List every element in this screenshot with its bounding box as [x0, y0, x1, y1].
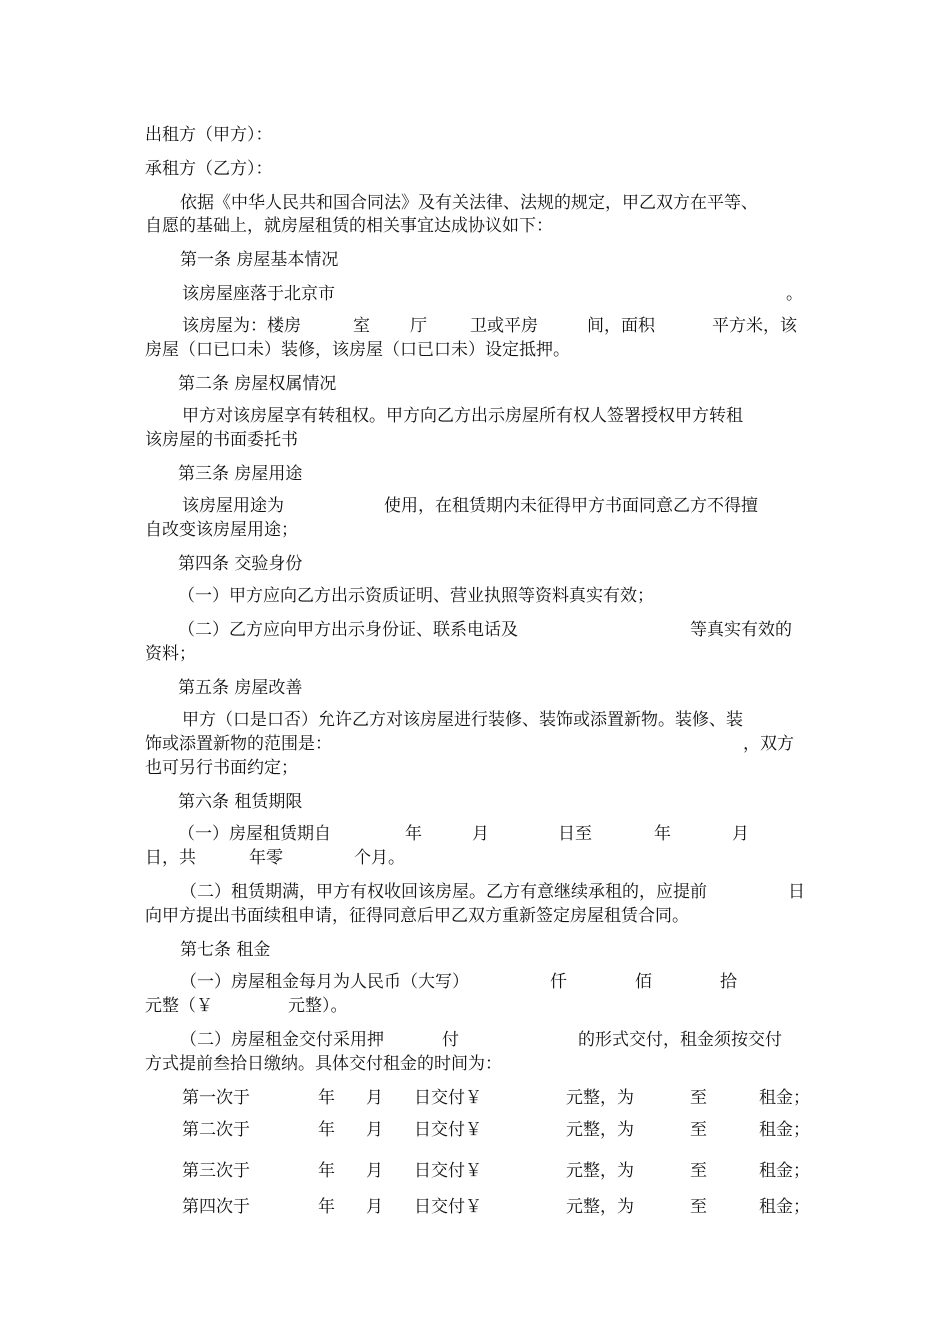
end-year-label: 年: [654, 824, 671, 844]
payment-day-label: 日交付￥: [414, 1088, 482, 1108]
payment-rent-label: 租金；: [759, 1088, 810, 1108]
house-status-line: [145, 339, 570, 361]
preamble-text-2: 自愿的基础上，就房屋租赁的相关事宜达成协议如下：: [145, 216, 553, 236]
lessor-label: 出租方（甲方）：: [145, 125, 273, 145]
payment-schedule-intro: [145, 1053, 502, 1075]
article-4-item-2-tail: 等真实有效的: [690, 620, 792, 640]
address-end-mark: 。: [786, 284, 803, 304]
payment-month-label: 月: [366, 1161, 383, 1181]
duration-years-label: 年零: [249, 848, 283, 868]
lessee-line: [145, 158, 273, 180]
article-5-text-2: 饰或添置新物的范围是：: [145, 734, 332, 754]
bath-label: 卫或平房: [470, 316, 538, 336]
article-5-text-3: 也可另行书面约定；: [145, 758, 298, 778]
article-6-title: 第六条 租赁期限: [178, 792, 303, 812]
article-3-line-2: [145, 519, 298, 541]
article-3-heading: [178, 463, 302, 485]
rent-amount-label: （一）房屋租金每月为人民币（大写）: [180, 972, 469, 992]
preamble-text-1: 依据《中华人民共和国合同法》及有关法律、法规的规定，甲乙双方在平等、: [180, 193, 758, 213]
article-3-text-2: 自改变该房屋用途；: [145, 520, 298, 540]
article-7-heading: [180, 939, 270, 961]
lease-term-label: （一）房屋租赁期自: [178, 824, 331, 844]
usage-label: 该房屋用途为: [182, 496, 284, 516]
payment-ordinal: 第二次于: [182, 1120, 250, 1140]
start-month-label: 月: [472, 824, 489, 844]
payment-to-label: 至: [690, 1088, 707, 1108]
thousands-label: 仟: [550, 972, 567, 992]
payment-rent-label: 租金；: [759, 1161, 810, 1181]
lessor-line: [145, 124, 273, 146]
article-5-line-3: [145, 757, 298, 779]
article-3-title: 第三条 房屋用途: [178, 464, 303, 484]
article-6-heading: [178, 791, 302, 813]
preamble-line-2: [145, 215, 553, 237]
start-day-label: 日至: [558, 824, 592, 844]
usage-text: 使用，在租赁期内未征得甲方书面同意乙方不得擅: [384, 496, 758, 516]
payment-ordinal: 第四次于: [182, 1197, 250, 1217]
article-5-title: 第五条 房屋改善: [178, 678, 303, 698]
payment-month-label: 月: [366, 1088, 383, 1108]
payment-day-label: 日交付￥: [414, 1197, 482, 1217]
article-4-item-2-text: （二）乙方应向甲方出示身份证、联系电话及: [178, 620, 518, 640]
article-4-item-1: [178, 585, 654, 607]
area-unit-label: 平方米，该: [712, 316, 797, 336]
end-day-label: 日，共: [145, 848, 196, 868]
article-5-heading: [178, 677, 302, 699]
rent-figure-tail: 元整）。: [288, 996, 348, 1016]
payment-day-label: 日交付￥: [414, 1161, 482, 1181]
tens-label: 拾: [720, 972, 737, 992]
renewal-text-1: （二）租赁期满，甲方有权收回该房屋。乙方有意继续承租的，应提前: [180, 882, 707, 902]
payment-year-label: 年: [318, 1088, 335, 1108]
renewal-text-2: 向甲方提出书面续租申请，征得同意后甲乙双方重新签定房屋租赁合同。: [145, 906, 689, 926]
payment-yuan-label: 元整，为: [566, 1088, 634, 1108]
payment-to-label: 至: [690, 1120, 707, 1140]
article-2-line-1: [182, 405, 743, 427]
article-4-text-3: 资料；: [145, 644, 196, 664]
article-7-title: 第七条 租金: [180, 940, 271, 960]
hundreds-label: 佰: [635, 972, 652, 992]
article-4-item-1-text: （一）甲方应向乙方出示资质证明、营业执照等资料真实有效；: [178, 586, 654, 606]
article-2-text-2: 该房屋的书面委托书: [145, 430, 298, 450]
payment-yuan-label: 元整，为: [566, 1161, 634, 1181]
payment-year-label: 年: [318, 1197, 335, 1217]
payment-yuan-label: 元整，为: [566, 1120, 634, 1140]
payment-schedule-text: 方式提前叁拾日缴纳。具体交付租金的时间为：: [145, 1054, 502, 1074]
area-label: 间，面积: [587, 316, 655, 336]
preamble-line-1: [180, 192, 758, 214]
payment-month-label: 月: [366, 1120, 383, 1140]
article-4-title: 第四条 交验身份: [178, 554, 303, 574]
payment-month-label: 月: [366, 1197, 383, 1217]
article-4-heading: [178, 553, 302, 575]
start-year-label: 年: [405, 824, 422, 844]
renewal-days-label: 日: [788, 882, 805, 902]
payment-rent-label: 租金；: [759, 1120, 810, 1140]
payment-year-label: 年: [318, 1161, 335, 1181]
payment-to-label: 至: [690, 1197, 707, 1217]
payment-yuan-label: 元整，为: [566, 1197, 634, 1217]
payment-year-label: 年: [318, 1120, 335, 1140]
hall-label: 厅: [410, 316, 427, 336]
payment-rent-label: 租金；: [759, 1197, 810, 1217]
article-4-line-3: [145, 643, 196, 665]
article-1-title: 第一条 房屋基本情况: [180, 250, 339, 270]
room-label: 室: [353, 316, 370, 336]
payment-day-label: 日交付￥: [414, 1120, 482, 1140]
article-2-heading: [178, 373, 336, 395]
article-5-line-1: [182, 709, 743, 731]
article-5-text-1: 甲方（口是口否）允许乙方对该房屋进行装修、装饰或添置新物。装修、装: [182, 710, 743, 730]
payment-ordinal: 第三次于: [182, 1161, 250, 1181]
address-label: 该房屋座落于北京市: [182, 284, 335, 304]
payment-to-label: 至: [690, 1161, 707, 1181]
house-type-label: 该房屋为：楼房: [182, 316, 301, 336]
article-2-title: 第二条 房屋权属情况: [178, 374, 337, 394]
duration-months-label: 个月。: [354, 848, 405, 868]
renewal-line-2: [145, 905, 689, 927]
end-month-label: 月: [732, 824, 749, 844]
house-status-text: 房屋（口已口未）装修，该房屋（口已口未）设定抵押。: [145, 340, 570, 360]
article-5-text-2-tail: ，双方: [743, 734, 794, 754]
rent-figure-label: 元整（￥: [145, 996, 213, 1016]
pay-label: 付: [442, 1030, 459, 1050]
payment-ordinal: 第一次于: [182, 1088, 250, 1108]
article-2-text-1: 甲方对该房屋享有转租权。甲方向乙方出示房屋所有权人签署授权甲方转租: [182, 406, 743, 426]
article-2-line-2: [145, 429, 298, 451]
lessee-label: 承租方（乙方）：: [145, 159, 273, 179]
article-1-heading: [180, 249, 338, 271]
payment-method-text: 的形式交付，租金须按交付: [578, 1030, 782, 1050]
deposit-label: （二）房屋租金交付采用押: [180, 1030, 384, 1050]
